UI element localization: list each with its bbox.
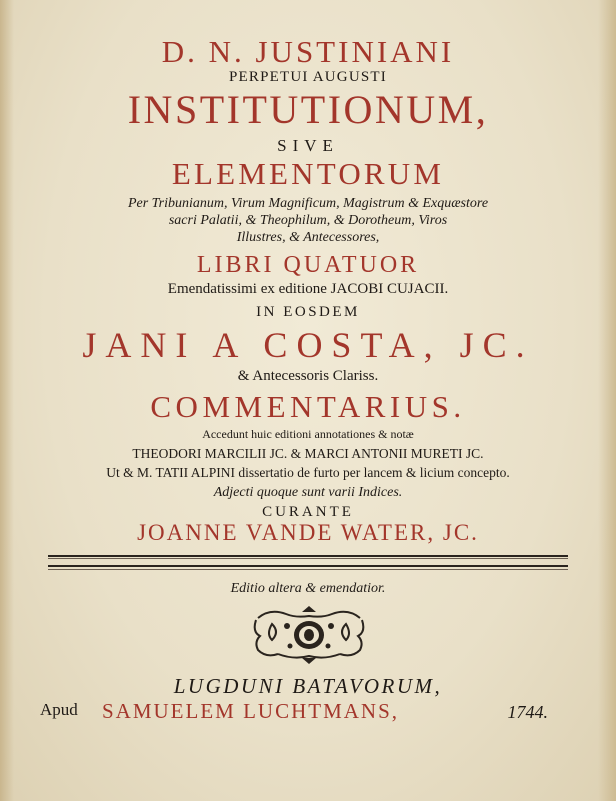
commentator-name: JANI A COSTA, JC. [82, 325, 534, 365]
subtitle-elementorum: ELEMENTORUM [171, 156, 445, 191]
libri-quatuor: LIBRI QUATUOR [196, 252, 420, 278]
compilers-line-1: Per Tribunianum, Virum Magnificum, Magistrum & Exquæstore [127, 196, 489, 211]
compilers-line-3: Illustres, & Antecessores, [236, 230, 380, 245]
apud-label: Apud [40, 700, 78, 719]
indices-line: Adjecti quoque sunt varii Indices. [213, 485, 403, 500]
printer-name: SAMUELEM LUCHTMANS, [102, 699, 400, 723]
main-title: INSTITUTIONUM, [127, 87, 489, 132]
in-eosdem: IN EOSDEM [256, 304, 360, 320]
edition-note: Editio altera & emendatior. [230, 581, 386, 596]
imprint-line [40, 700, 580, 726]
compilers-line-2: sacri Palatii, & Theophilum, & Dorotheum, Viros [168, 213, 448, 228]
edition-source: Emendatissimi ex editione JACOBI CUJACII. [167, 281, 449, 297]
commentator-title: & Antecessoris Clariss. [237, 368, 379, 384]
double-rule-bottom [48, 565, 568, 567]
dissertation-line: Ut & M. TATII ALPINI dissertatio de furto per lancem & licium concepto. [106, 465, 510, 480]
publication-year: 1744. [507, 702, 548, 722]
conjunction-sive: SIVE [277, 136, 339, 155]
commentarius: COMMENTARIUS. [150, 389, 466, 424]
double-rule-bottom-thin [48, 569, 568, 570]
printers-ornament-icon [250, 606, 368, 664]
author-epithet: PERPETUI AUGUSTI [229, 69, 387, 85]
annotations-intro: Accedunt huic editioni annotationes & notæ [202, 427, 414, 441]
curante: CURANTE [262, 504, 354, 520]
double-rule-top [48, 555, 568, 557]
author-line: D. N. JUSTINIANI [161, 34, 455, 69]
annotators-line: THEODORI MARCILII JC. & MARCI ANTONII MURETI JC. [132, 446, 484, 461]
double-rule-top-thin [48, 558, 568, 559]
place-of-publication: LUGDUNI BATAVORUM, [173, 674, 443, 698]
editor-name: JOANNE VANDE WATER, JC. [137, 520, 479, 545]
